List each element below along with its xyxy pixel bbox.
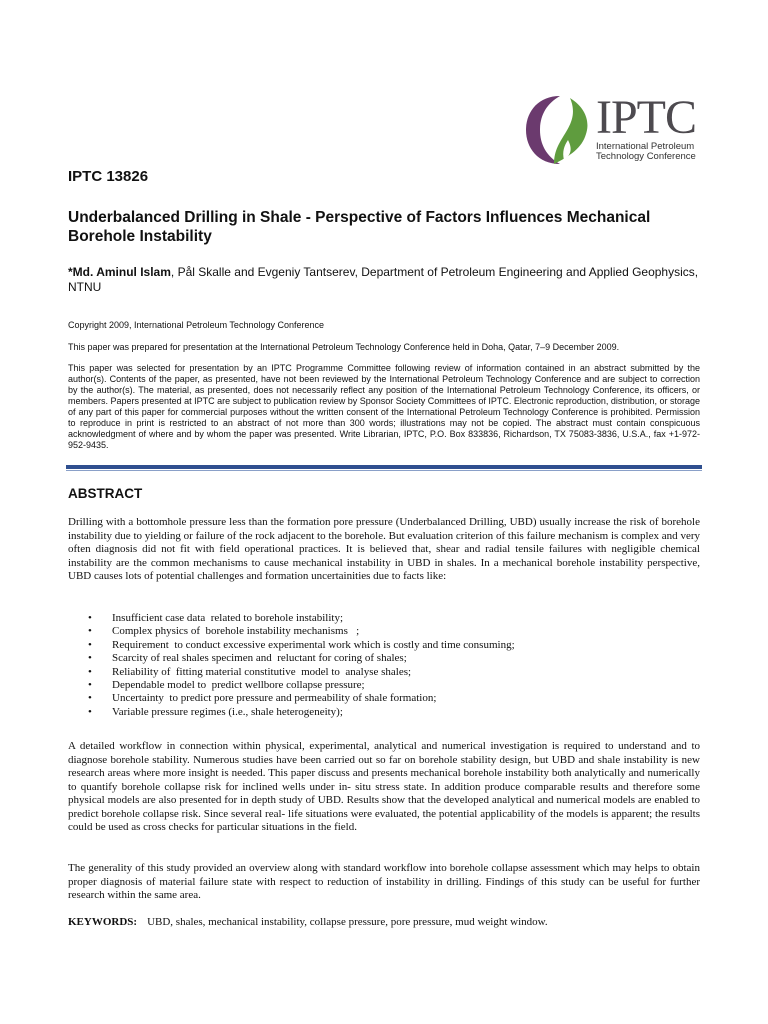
keywords [68, 915, 700, 929]
iptc-logo [524, 91, 704, 164]
logo-subtitle-line1: International Petroleum [596, 141, 695, 152]
list-item: • Reliability of fitting material constitutive model to analyse shales; [88, 665, 412, 678]
list-item: • Variable pressure regimes (i.e., shale heterogeneity); [88, 705, 343, 718]
divider-rule [66, 465, 702, 469]
list-item: • Scarcity of real shales specimen and reluctant for coring of shales; [88, 652, 407, 665]
abstract-paragraph-2: A detailed workflow in connection within physical, experimental, analytical and numerical investigation is required to understand and to diagnose borehole stability. Numerous studies have been carried out so far on borehole stability design, but UBD and shale instability is new research areas where more insight is needed. This paper discuss and presents mechanical borehole instability both analytically and numerically to quantify borehole collapse risk for inclined wells under in- situ stress state. In addition produce comparable results and therefore some physical models are also presented for in depth study of UBD. Results show that the developed analytical and numerical models are enabled to predict borehole collapse risk. Since several real- life situations were evaluated, the potential applicability of the models is apparent; the results could be used as cross checks for particular situations in the field. [68, 740, 700, 833]
list-item: • Insufficient case data related to borehole instability; [88, 612, 344, 624]
selection-notice: This paper was selected for presentation by an IPTC Programme Committee following review of information contained in an abstract submitted by the author(s). Contents of the paper, as presented, have not been reviewed by the International Petroleum Technology Conference and are subject to correction by the author(s). The material, as presented, does not necessarily reflect any position of the International Petroleum Technology Conference, its officers, or members. Papers presented at IPTC are subject to publication review by Sponsor Society Committees of IPTC. Electronic reproduction, distribution, or storage of any part of this paper for commercial purposes without the written consent of the International Petroleum Technology Conference is prohibited. Permission to reproduce in print is restricted to an abstract of not more than 300 words; illustrations may not be copied. The abstract must contain conspicuous acknowledgment of where and by whom the paper was presented. Write Librarian, IPTC, P.O. Box 833836, Richardson, TX 75083-3836, U.S.A., fax +1-972-952-9435. [68, 363, 700, 450]
bullet-icon: • [88, 625, 92, 638]
factor-list [68, 612, 668, 719]
keywords-text: UBD, shales, mechanical instability, collapse pressure, pore pressure, mud weight window. [147, 916, 548, 928]
list-item: • Dependable model to predict wellbore collapse pressure; [88, 679, 365, 692]
bullet-icon: • [88, 665, 92, 678]
bullet-icon: • [88, 638, 92, 651]
keywords-label: KEYWORDS: [68, 916, 138, 928]
list-item: • Requirement to conduct excessive experimental work which is costly and time consuming; [88, 638, 515, 651]
logo-wordmark: IPTC [596, 91, 697, 144]
list-item: • Complex physics of borehole instability mechanisms ; [88, 625, 360, 638]
bullet-icon: • [88, 652, 92, 665]
logo-subtitle-line2: Technology Conference [596, 151, 696, 162]
bullet-icon: • [88, 705, 92, 718]
paper-id: IPTC 13826 [68, 168, 149, 185]
co-authors-affiliation: , Pål Skalle and Evgeniy Tantserev, Department of Petroleum Engineering and Applied Geophysics, NTNU [68, 265, 699, 294]
copyright-line: Copyright 2009, International Petroleum Technology Conference [68, 320, 324, 330]
paper-title: Underbalanced Drilling in Shale - Perspective of Factors Influences Mechanical Borehole Instability [68, 209, 651, 245]
lead-author: *Md. Aminul Islam [68, 265, 171, 279]
abstract-heading: ABSTRACT [68, 486, 143, 501]
authors [68, 265, 708, 295]
divider-rule-thin [66, 470, 702, 471]
abstract-paragraph-3: The generality of this study provided an overview along with standard workflow into borehole collapse assessment which may helps to obtain proper diagnosis of material failure state with respect to reduction of instability in drilling. Findings of this study can be useful for further research within the same area. [68, 862, 700, 901]
bullet-icon: • [88, 612, 92, 624]
prepared-note: This paper was prepared for presentation at the International Petroleum Technology Conference held in Doha, Qatar, 7–9 December 2009. [68, 342, 620, 352]
bullet-icon: • [88, 679, 92, 692]
list-item: • Uncertainty to predict pore pressure and permeability of shale formation; [88, 692, 437, 705]
abstract-paragraph-1: Drilling with a bottomhole pressure less than the formation pore pressure (Underbalanced Drilling, UBD) usually increase the risk of borehole instability due to yielding or failure of the rock adjacent to the borehole. But evaluation criterion of this failure mechanism is complex and very often diagnosis did not fit with field operational practices. It is believed that, shear and radial tensile failures with negligible chemical instability are the common mechanisms to cause mechanical instability in UBD in shales. In a mechanical borehole instability perspective, UBD causes lots of potential challenges and formation uncertainities due to facts like: [68, 516, 700, 582]
iptc-logo-mark-icon [524, 94, 594, 166]
bullet-icon: • [88, 692, 92, 705]
